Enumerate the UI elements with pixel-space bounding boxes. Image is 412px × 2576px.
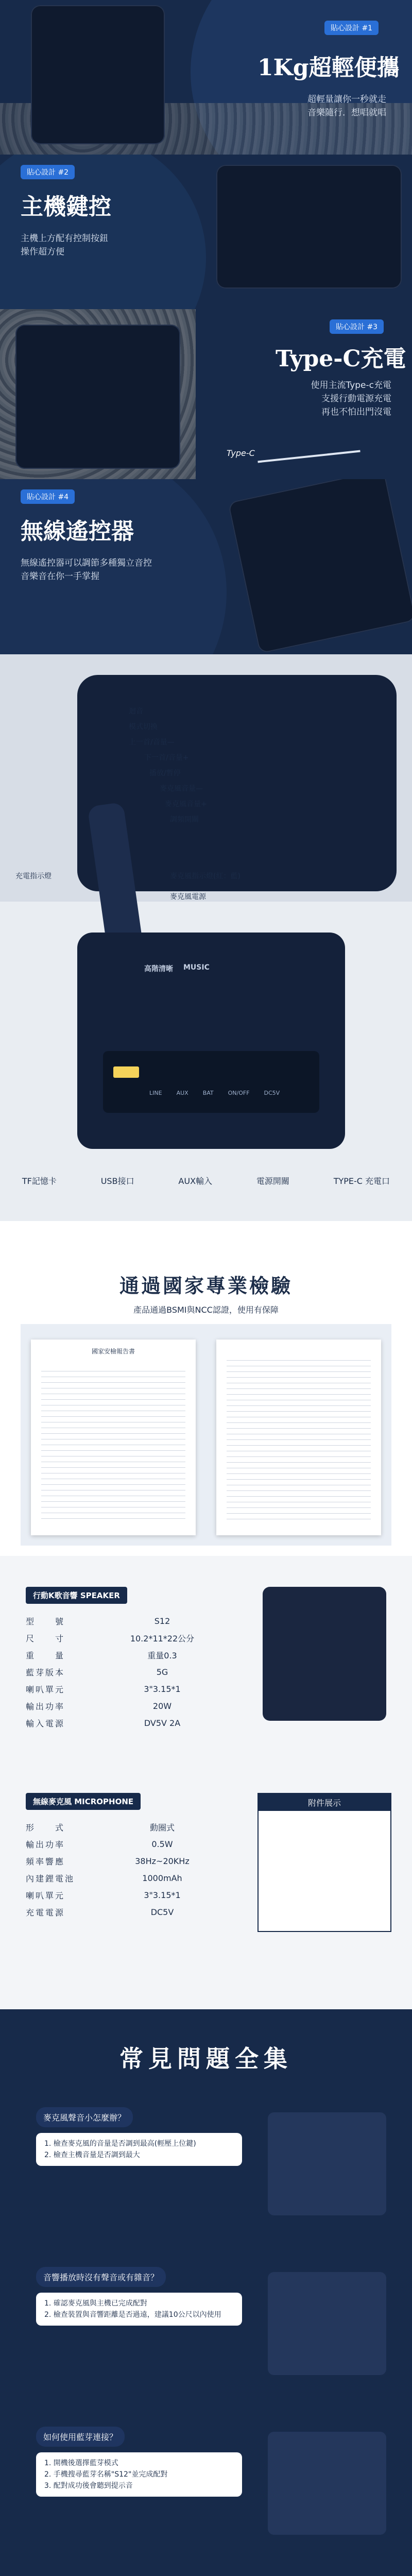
spec-value: 38Hz~20KHz bbox=[135, 1856, 190, 1866]
cert-section bbox=[0, 1221, 412, 1556]
spec-row bbox=[26, 1630, 221, 1647]
spec-key: 頻率響應 bbox=[26, 1857, 65, 1867]
spec-key: 內建鋰電池 bbox=[26, 1874, 75, 1884]
callout-prev: 上一首/音量— bbox=[129, 738, 175, 747]
accessory-box bbox=[258, 1793, 391, 1932]
accessory-title: 附件展示 bbox=[259, 1794, 390, 1811]
feature-title: 主機鍵控 bbox=[21, 194, 111, 220]
feature-desc: 超輕量讓你一秒就走 音樂隨行．想唱就唱 bbox=[307, 94, 386, 118]
label-typec: TYPE-C 充電口 bbox=[333, 1176, 390, 1186]
feature-badge: 貼心設計 #4 bbox=[21, 489, 75, 504]
spec-row bbox=[26, 1647, 221, 1664]
spec-key: 輸出功率 bbox=[26, 1840, 65, 1850]
mic-spec-table bbox=[26, 1819, 221, 1921]
spec-row bbox=[26, 1715, 221, 1732]
spec-value: 重量0.3 bbox=[147, 1651, 177, 1660]
speaker-photo bbox=[31, 5, 165, 144]
spec-value: 0.5W bbox=[151, 1839, 173, 1849]
callout-mic-vol-up: 麥克風音量+ bbox=[165, 800, 207, 808]
label-usb: USB接口 bbox=[100, 1176, 134, 1186]
spec-row bbox=[26, 1870, 221, 1887]
feature-desc: 主機上方配有控制按鈕 操作超方便 bbox=[21, 233, 108, 257]
spec-row bbox=[26, 1681, 221, 1698]
label-aux: AUX輸入 bbox=[178, 1176, 213, 1186]
feature-badge: 貼心設計 #2 bbox=[21, 165, 75, 179]
faq-question: 音響播放時沒有聲音或有雜音？ bbox=[36, 2267, 166, 2287]
spec-key: 藍芽版本 bbox=[26, 1668, 65, 1677]
cert-title: 通過國家專業檢驗 bbox=[119, 1275, 293, 1297]
spec-key: 形 式 bbox=[26, 1823, 65, 1833]
faq-photo bbox=[268, 2272, 386, 2375]
spec-value: 3"3.15*1 bbox=[144, 1684, 181, 1694]
faq-answer: 1. 確認麥克風與主機已完成配對 2. 檢查裝置與音響距離是否過遠，建議10公尺以內使用 bbox=[36, 2293, 242, 2326]
feature-3 bbox=[0, 309, 412, 479]
callout-play: 播放/暫停 bbox=[149, 769, 181, 777]
spec-value: DC5V bbox=[150, 1907, 174, 1917]
callout-charge-led: 充電指示燈 bbox=[15, 872, 52, 880]
remote-photo bbox=[228, 479, 412, 654]
feature-badge: 貼心設計 #1 bbox=[324, 21, 379, 35]
port-panel: LINE AUX BAT ON/OFF DC5V bbox=[103, 1051, 319, 1113]
spec-value: DV5V 2A bbox=[144, 1718, 181, 1728]
spec-value: 20W bbox=[152, 1701, 172, 1711]
callout-echo: 迴音 bbox=[129, 707, 143, 716]
mic-spec-title: 無線麥克風 MICROPHONE bbox=[26, 1793, 141, 1810]
spec-value: 10.2*11*22公分 bbox=[130, 1634, 195, 1643]
spec-key: 重 量 bbox=[26, 1651, 65, 1660]
spec-value: 3"3.15*1 bbox=[144, 1890, 181, 1900]
feature-1 bbox=[0, 0, 412, 155]
cable-label: Type-C bbox=[227, 448, 255, 458]
speaker-back-photo bbox=[15, 325, 180, 469]
callout-mic-vol-down: 麥克風音量— bbox=[160, 785, 203, 793]
feature-desc: 無線遙控器可以調節多種獨立音控 音樂音在你一手掌握 bbox=[21, 558, 152, 582]
spec-row bbox=[26, 1887, 221, 1904]
cert-subtitle: 產品通過BSMI與NCC認證，使用有保障 bbox=[133, 1305, 279, 1315]
feature-title: 1Kg超輕便攜 bbox=[258, 55, 400, 81]
feature-4 bbox=[0, 479, 412, 654]
spec-key: 型 號 bbox=[26, 1617, 65, 1626]
feature-title: Type-C充電 bbox=[276, 346, 406, 372]
spec-key: 喇叭單元 bbox=[26, 1685, 65, 1694]
feature-desc: 使用主流Type-c充電 支援行動電源充電 再也不怕出門沒電 bbox=[311, 380, 391, 417]
spec-row bbox=[26, 1904, 221, 1921]
cert-document-1: 國家安檢報告書 bbox=[31, 1340, 196, 1535]
panel-logo: MUSIC bbox=[183, 963, 210, 972]
faq-question: 如何使用藍芽連接？ bbox=[36, 2427, 125, 2447]
mic-callout-section bbox=[0, 654, 412, 1221]
spec-row bbox=[26, 1853, 221, 1870]
callout-mode: 模式切換 bbox=[129, 723, 158, 731]
cable-icon bbox=[258, 450, 360, 463]
speaker-top-photo bbox=[216, 165, 402, 289]
cert-document-2 bbox=[216, 1340, 381, 1535]
spec-key: 充電電源 bbox=[26, 1908, 65, 1918]
spec-value: 1000mAh bbox=[142, 1873, 182, 1883]
spec-row bbox=[26, 1819, 221, 1836]
spec-value: 5G bbox=[156, 1667, 168, 1677]
spec-value: 動圈式 bbox=[149, 1823, 175, 1833]
label-power: 電源開關 bbox=[256, 1176, 289, 1186]
speaker-product-photo bbox=[263, 1587, 386, 1721]
spec-row bbox=[26, 1836, 221, 1853]
panel-logo: 高階清晰 bbox=[144, 965, 173, 973]
spec-key: 輸入電源 bbox=[26, 1719, 65, 1728]
faq-photo bbox=[268, 2112, 386, 2215]
faq-answer: 1. 開機後選擇藍芽模式 2. 手機搜尋藍芽名稱"S12"並完成配對 3. 配對成功後會聽到提示音 bbox=[36, 2452, 242, 2497]
speaker-spec-title: 行動K歌音響 SPEAKER bbox=[26, 1587, 127, 1604]
spec-key: 輸出功率 bbox=[26, 1702, 65, 1711]
spec-section bbox=[0, 1556, 412, 2009]
spec-key: 尺 寸 bbox=[26, 1634, 65, 1643]
callout-mic-led: 麥克風指示燈(紅：藍) bbox=[170, 872, 241, 880]
back-panel-photo bbox=[77, 933, 345, 1149]
speaker-front-photo bbox=[0, 654, 412, 902]
speaker-spec-table bbox=[26, 1613, 221, 1732]
label-tf: TF記憶卡 bbox=[22, 1176, 57, 1186]
usb-port-icon bbox=[113, 1066, 139, 1078]
spec-row bbox=[26, 1613, 221, 1630]
spec-row bbox=[26, 1698, 221, 1715]
faq-answer: 1. 檢查麥克風的音量是否調到最高(輕壓上位鍵) 2. 檢查主機音量是否調到最大 bbox=[36, 2133, 242, 2166]
faq-title: 常見問題全集 bbox=[119, 2045, 293, 2073]
faq-section bbox=[0, 2009, 412, 2576]
spec-key: 喇叭單元 bbox=[26, 1891, 65, 1901]
callout-fm: 調頻開關 bbox=[170, 816, 199, 824]
spec-value: S12 bbox=[154, 1616, 170, 1626]
panel-labels bbox=[0, 1175, 412, 1187]
feature-title: 無線遙控器 bbox=[21, 518, 134, 545]
feature-2 bbox=[0, 155, 412, 309]
faq-question: 麥克風聲音小怎麼辦？ bbox=[36, 2107, 133, 2127]
faq-photo bbox=[268, 2432, 386, 2535]
callout-mic-power: 麥克風電源 bbox=[170, 893, 206, 901]
spec-row bbox=[26, 1664, 221, 1681]
feature-badge: 貼心設計 #3 bbox=[330, 319, 384, 334]
callout-next: 下一首/音量+ bbox=[144, 754, 189, 762]
